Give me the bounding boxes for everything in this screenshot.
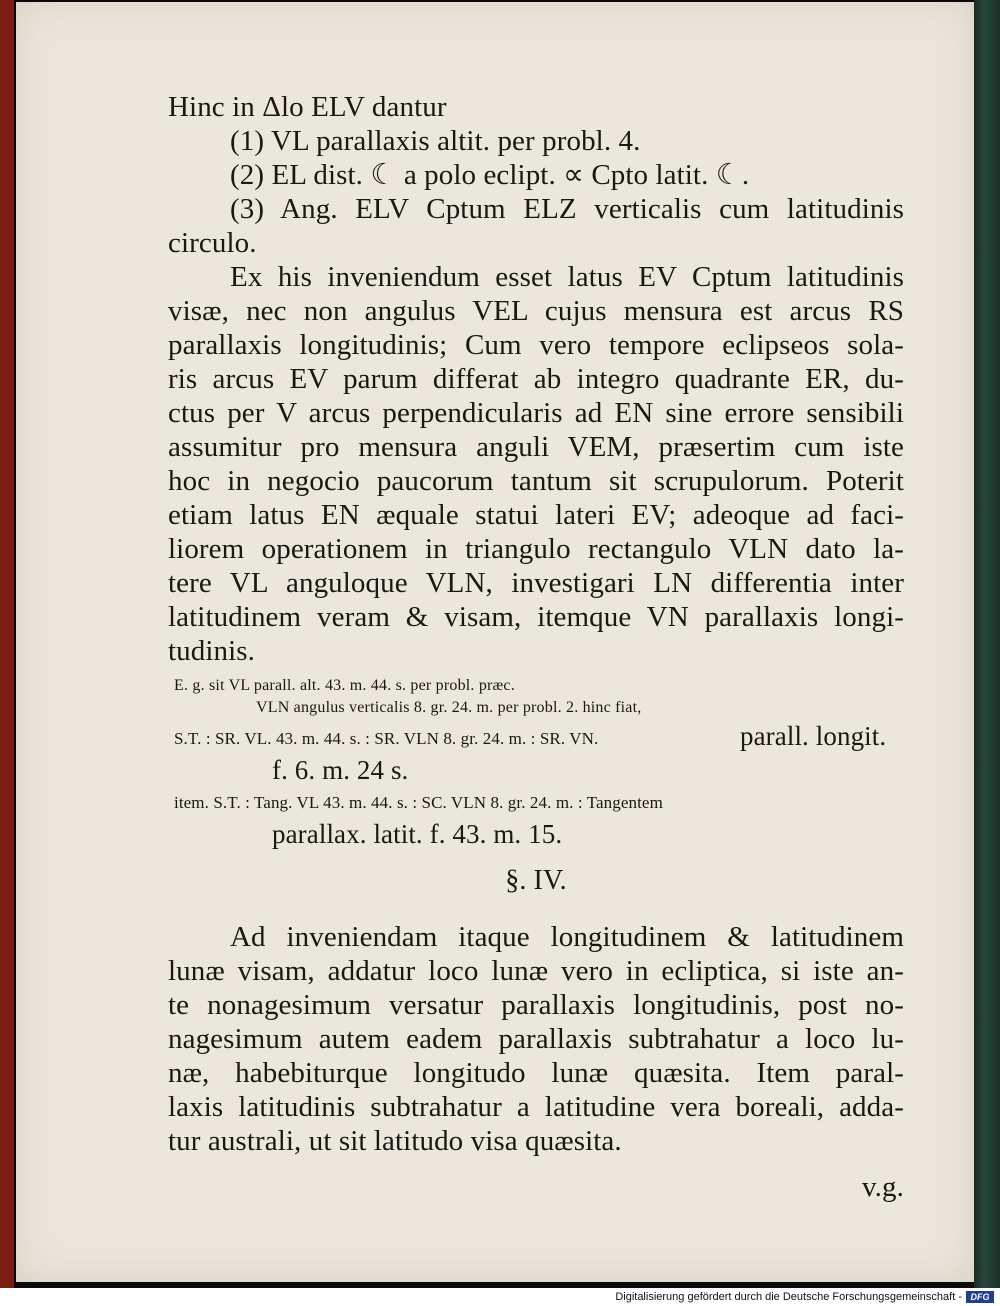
text-line-14: liorem operationem in triangulo rectangulo VLN dato la-	[168, 533, 904, 565]
text-line-13: etiam latus EN æquale statui lateri EV; adeoque ad faci-	[168, 499, 904, 531]
example-line-3: S.T. : SR. VL. 43. m. 44. s. : SR. VLN 8. gr. 24. m. : SR. VN.	[174, 729, 599, 748]
text-line-9: ris arcus EV parum differat ab integro quadrante ER, du-	[168, 363, 904, 395]
text-line-16: latitudinem veram & visam, itemque VN parallaxis longi-	[168, 601, 904, 633]
text-line-15: tere VL anguloque VLN, investigari LN differentia inter	[168, 567, 904, 599]
section-line-2: lunæ visam, addatur loco lunæ vero in ecliptica, si iste an-	[168, 955, 904, 987]
text-line-5: circulo.	[168, 227, 257, 259]
text-line-4: (3) Ang. ELV Cptum ELZ verticalis cum latitudinis	[230, 193, 904, 225]
text-line-10: ctus per V arcus perpendicularis ad EN sine errore sensibili	[168, 397, 904, 429]
funding-notice: Digitalisierung gefördert durch die Deutsche Forschungsgemeinschaft -	[615, 1291, 962, 1303]
dfg-logo: DFG	[966, 1291, 994, 1303]
section-line-3: te nonagesimum versatur parallaxis longitudinis, post no-	[168, 989, 904, 1021]
cover-right-edge	[974, 0, 1000, 1288]
footer-bar	[0, 1288, 1000, 1306]
section-heading: §. IV.	[505, 865, 567, 896]
text-line-8: parallaxis longitudinis; Cum vero tempore eclipseos sola-	[168, 329, 904, 361]
section-line-4: nagesimum autem eadem parallaxis subtrahatur a loco lu-	[168, 1023, 904, 1055]
example-line-4: f. 6. m. 24 s.	[272, 755, 409, 785]
text-line-1: Hinc in Δlo ELV dantur	[168, 91, 447, 123]
text-line-3: (2) EL dist. ☾ a polo eclipt. ∝ Cpto latit. ☾.	[230, 159, 750, 191]
text-line-11: assumitur pro mensura anguli VEM, præsertim cum iste	[168, 431, 904, 463]
text-line-6: Ex his inveniendum esset latus EV Cptum latitudinis	[230, 261, 904, 293]
example-line-1: E. g. sit VL parall. alt. 43. m. 44. s. per probl. præc.	[174, 677, 515, 694]
example-line-3-result: parall. longit.	[740, 721, 887, 751]
section-line-1: Ad inveniendam itaque longitudinem & latitudinem	[230, 921, 904, 953]
example-line-6: parallax. latit. f. 43. m. 15.	[272, 819, 563, 849]
text-line-12: hoc in negocio paucorum tantum sit scrupulorum. Poterit	[168, 465, 904, 497]
text-line-17: tudinis.	[168, 635, 256, 667]
example-line-5: item. S.T. : Tang. VL 43. m. 44. s. : SC. VLN 8. gr. 24. m. : Tangentem	[174, 793, 663, 812]
text-line-2: (1) VL parallaxis altit. per probl. 4.	[230, 125, 641, 157]
section-line-6: laxis latitudinis subtrahatur a latitudine vera boreali, adda-	[168, 1091, 904, 1123]
example-line-2: VLN angulus verticalis 8. gr. 24. m. per probl. 2. hinc fiat,	[256, 699, 642, 716]
binding-left-edge	[0, 0, 14, 1288]
section-line-5: næ, habebiturque longitudo lunæ quæsita. Item paral-	[168, 1057, 904, 1089]
catchword: v.g.	[861, 1171, 904, 1203]
section-line-7: tur australi, ut sit latitudo visa quæsita.	[168, 1125, 622, 1157]
text-line-7: visæ, nec non angulus VEL cujus mensura est arcus RS	[168, 295, 904, 327]
